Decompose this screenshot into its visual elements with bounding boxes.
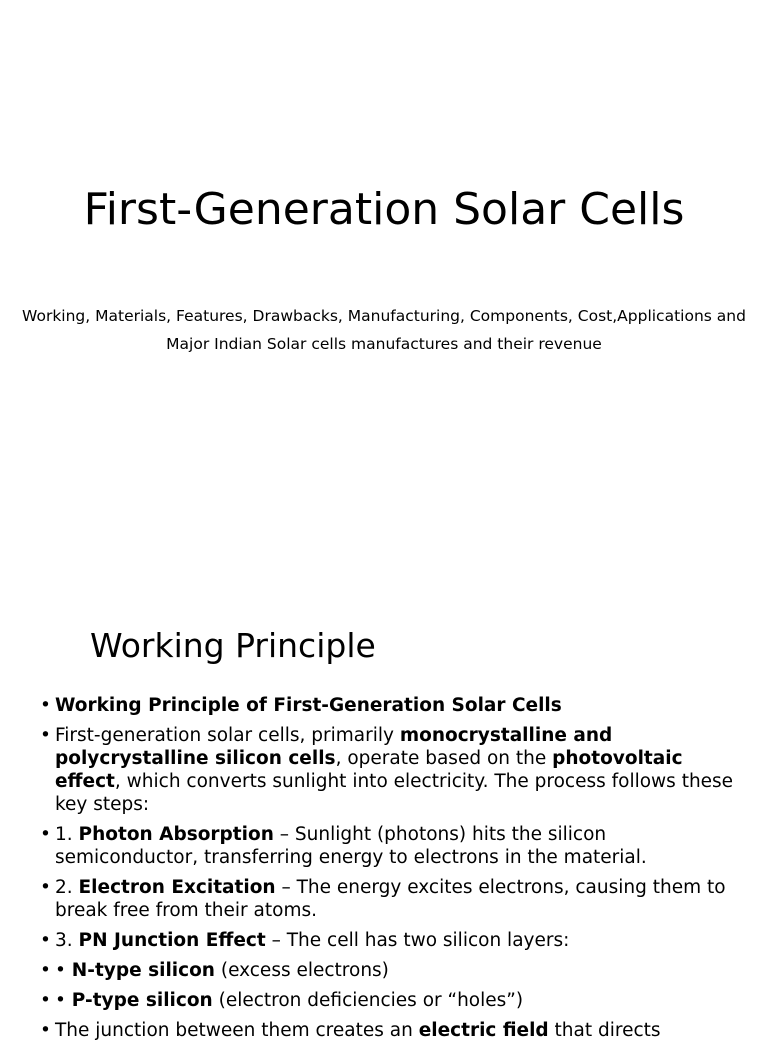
subtitle-line: Major Indian Solar cells manufactures and their revenue: [166, 335, 602, 353]
bullet-text: First-generation solar cells, primarily: [55, 725, 400, 746]
bullet-text: that directs: [548, 1020, 661, 1041]
bullet-item: [40, 959, 752, 982]
bullet-text: 1.: [55, 824, 79, 845]
bullet-item: [40, 823, 752, 869]
bullet-text: (excess electrons): [214, 960, 389, 981]
bullet-item: [40, 694, 752, 717]
bullet-text: – The cell has two silicon layers:: [265, 930, 570, 951]
slide-subtitle: [0, 306, 768, 355]
bullet-text: 2.: [55, 877, 79, 898]
bullet-item: [40, 1019, 752, 1042]
bullet-item: [40, 929, 752, 952]
bullet-bold-text: Working Principle of First-Generation Solar Cells: [55, 695, 562, 716]
bullet-text: The junction between them creates an: [55, 1020, 419, 1041]
bullet-bold-text: electric field: [418, 1020, 549, 1041]
bullet-list: [40, 694, 752, 1049]
bullet-text: – The energy excites electrons, causing them to break free from their atoms.: [55, 877, 726, 921]
bullet-text: , operate based on the: [335, 748, 553, 769]
bullet-text: •: [55, 990, 72, 1011]
bullet-bold-text: monocrystalline and polycrystalline silicon cells: [55, 725, 613, 769]
bullet-bold-text: Electron Excitation: [78, 877, 276, 898]
bullet-item: [40, 989, 752, 1012]
bullet-bold-text: photovoltaic effect: [55, 748, 683, 792]
slide-heading: Working Principle: [90, 626, 376, 665]
bullet-bold-text: P-type silicon: [71, 990, 213, 1011]
bullet-text: – Sunlight (photons) hits the silicon semiconductor, transferring energy to electrons in the material.: [55, 824, 647, 868]
bullet-text: , which converts sunlight into electricity. The process follows these key steps:: [55, 771, 734, 815]
bullet-item: [40, 876, 752, 922]
bullet-bold-text: N-type silicon: [71, 960, 215, 981]
subtitle-line: Working, Materials, Features, Drawbacks, Manufacturing, Components, Cost,Applications and: [22, 307, 746, 325]
bullet-text: 3.: [55, 930, 79, 951]
bullet-text: (electron deficiencies or “holes”): [212, 990, 524, 1011]
bullet-text: •: [55, 960, 72, 981]
slide-title: First-Generation Solar Cells: [83, 184, 685, 235]
bullet-bold-text: PN Junction Effect: [78, 930, 266, 951]
bullet-item: [40, 724, 752, 816]
working-principle-slide: [0, 576, 768, 1041]
bullet-bold-text: Photon Absorption: [78, 824, 274, 845]
